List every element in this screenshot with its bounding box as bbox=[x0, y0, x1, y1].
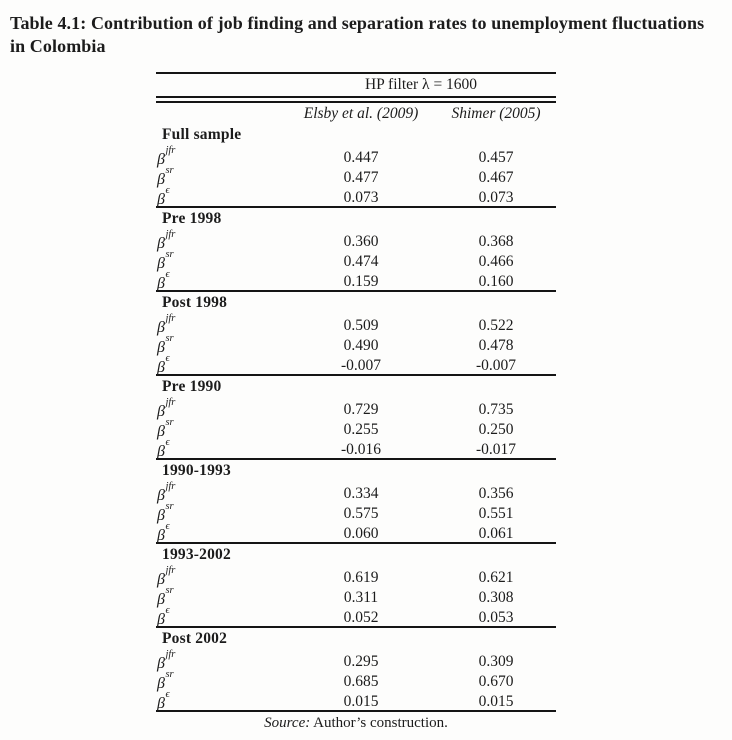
beta-epsilon-label bbox=[156, 522, 286, 546]
value-shimer: 0.735 bbox=[478, 400, 514, 418]
value-elsby: 0.015 bbox=[343, 692, 379, 710]
beta-symbol: β bbox=[157, 318, 165, 336]
beta-superscript: sr bbox=[165, 332, 174, 344]
column-header-row bbox=[156, 103, 556, 124]
table-row bbox=[156, 586, 556, 606]
section-heading-row bbox=[156, 292, 556, 314]
value-shimer: -0.007 bbox=[475, 356, 517, 374]
section-heading: Full sample bbox=[162, 125, 242, 143]
value-shimer: 0.522 bbox=[478, 316, 514, 334]
table-row bbox=[156, 418, 556, 438]
table-row bbox=[156, 502, 556, 522]
hp-filter-header: HP filter λ = 1600 bbox=[364, 75, 478, 93]
beta-superscript: ϵ bbox=[165, 520, 170, 532]
value-shimer: 0.478 bbox=[478, 336, 514, 354]
beta-superscript: jfr bbox=[165, 648, 176, 660]
beta-symbol: β bbox=[157, 570, 165, 588]
value-shimer: 0.061 bbox=[478, 524, 514, 542]
value-elsby: 0.619 bbox=[343, 568, 379, 586]
table-row bbox=[156, 398, 556, 418]
table-row bbox=[156, 690, 556, 710]
beta-epsilon-label bbox=[156, 270, 286, 294]
beta-symbol: β bbox=[157, 506, 165, 524]
section-heading: Pre 1998 bbox=[162, 209, 222, 227]
beta-epsilon-label bbox=[156, 690, 286, 714]
value-elsby: 0.295 bbox=[343, 652, 379, 670]
value-elsby: -0.007 bbox=[340, 356, 382, 374]
beta-superscript: sr bbox=[165, 248, 174, 260]
empty-header-cell bbox=[156, 74, 286, 95]
beta-superscript: jfr bbox=[165, 564, 176, 576]
value-elsby: 0.685 bbox=[343, 672, 379, 690]
section-heading-row bbox=[156, 124, 556, 146]
value-elsby: 0.060 bbox=[343, 524, 379, 542]
beta-superscript: ϵ bbox=[165, 688, 170, 700]
value-elsby: 0.073 bbox=[343, 188, 379, 206]
value-shimer: 0.073 bbox=[478, 188, 514, 206]
table-section bbox=[156, 626, 556, 710]
value-elsby: 0.729 bbox=[343, 400, 379, 418]
value-shimer: 0.368 bbox=[478, 232, 514, 250]
value-shimer: 0.356 bbox=[478, 484, 514, 502]
beta-symbol: β bbox=[157, 674, 165, 692]
table-row bbox=[156, 566, 556, 586]
value-elsby: 0.490 bbox=[343, 336, 379, 354]
table-double-rule bbox=[156, 96, 556, 103]
value-elsby: 0.334 bbox=[343, 484, 379, 502]
beta-superscript: sr bbox=[165, 416, 174, 428]
value-shimer: -0.017 bbox=[475, 440, 517, 458]
beta-superscript: jfr bbox=[165, 480, 176, 492]
table-row bbox=[156, 354, 556, 374]
hp-filter-header-row bbox=[156, 74, 556, 95]
beta-symbol: β bbox=[157, 254, 165, 272]
table-row bbox=[156, 166, 556, 186]
table-section bbox=[156, 542, 556, 626]
value-elsby: 0.360 bbox=[343, 232, 379, 250]
table-section bbox=[156, 124, 556, 206]
column-header-elsby: Elsby et al. (2009) bbox=[303, 104, 419, 122]
beta-superscript: sr bbox=[165, 584, 174, 596]
value-elsby: 0.159 bbox=[343, 272, 379, 290]
value-shimer: 0.621 bbox=[478, 568, 514, 586]
section-heading: 1993-2002 bbox=[162, 545, 231, 563]
value-shimer: 0.551 bbox=[478, 504, 514, 522]
beta-epsilon-label bbox=[156, 438, 286, 462]
beta-symbol: β bbox=[157, 526, 165, 544]
table-row bbox=[156, 482, 556, 502]
table-row bbox=[156, 670, 556, 690]
value-shimer: 0.457 bbox=[478, 148, 514, 166]
table-row bbox=[156, 270, 556, 290]
beta-superscript: jfr bbox=[165, 228, 176, 240]
section-heading-row bbox=[156, 208, 556, 230]
table-section bbox=[156, 374, 556, 458]
value-shimer: 0.466 bbox=[478, 252, 514, 270]
value-elsby: 0.477 bbox=[343, 168, 379, 186]
value-shimer: 0.670 bbox=[478, 672, 514, 690]
value-shimer: 0.467 bbox=[478, 168, 514, 186]
beta-symbol: β bbox=[157, 170, 165, 188]
value-elsby: 0.052 bbox=[343, 608, 379, 626]
source-label: Source: bbox=[264, 714, 311, 731]
section-heading: Post 2002 bbox=[162, 629, 228, 647]
table-section bbox=[156, 206, 556, 290]
beta-superscript: sr bbox=[165, 164, 174, 176]
value-shimer: 0.250 bbox=[478, 420, 514, 438]
beta-superscript: ϵ bbox=[165, 352, 170, 364]
section-heading: 1990-1993 bbox=[162, 461, 231, 479]
beta-symbol: β bbox=[157, 190, 165, 208]
value-elsby: 0.255 bbox=[343, 420, 379, 438]
table-row bbox=[156, 250, 556, 270]
table-section bbox=[156, 290, 556, 374]
beta-superscript: ϵ bbox=[165, 184, 170, 196]
table-row bbox=[156, 334, 556, 354]
beta-symbol: β bbox=[157, 150, 165, 168]
beta-symbol: β bbox=[157, 358, 165, 376]
table-row bbox=[156, 522, 556, 542]
table-caption: Table 4.1: Contribution of job finding and separation rates to unemployment fluctuations in Colombia bbox=[10, 13, 705, 57]
beta-superscript: ϵ bbox=[165, 604, 170, 616]
value-shimer: 0.309 bbox=[478, 652, 514, 670]
beta-epsilon-label bbox=[156, 186, 286, 210]
beta-superscript: jfr bbox=[165, 144, 176, 156]
beta-epsilon-label bbox=[156, 606, 286, 630]
table-row bbox=[156, 230, 556, 250]
beta-superscript: ϵ bbox=[165, 268, 170, 280]
beta-superscript: jfr bbox=[165, 396, 176, 408]
section-heading: Post 1998 bbox=[162, 293, 228, 311]
beta-symbol: β bbox=[157, 610, 165, 628]
table-row bbox=[156, 606, 556, 626]
table-row bbox=[156, 186, 556, 206]
value-shimer: 0.308 bbox=[478, 588, 514, 606]
value-elsby: 0.447 bbox=[343, 148, 379, 166]
beta-symbol: β bbox=[157, 486, 165, 504]
table-section bbox=[156, 458, 556, 542]
beta-symbol: β bbox=[157, 694, 165, 712]
table-row bbox=[156, 146, 556, 166]
value-elsby: 0.509 bbox=[343, 316, 379, 334]
table-row bbox=[156, 650, 556, 670]
section-heading-row bbox=[156, 376, 556, 398]
beta-symbol: β bbox=[157, 422, 165, 440]
beta-symbol: β bbox=[157, 234, 165, 252]
beta-superscript: sr bbox=[165, 500, 174, 512]
beta-symbol: β bbox=[157, 654, 165, 672]
value-elsby: -0.016 bbox=[340, 440, 382, 458]
value-shimer: 0.160 bbox=[478, 272, 514, 290]
beta-symbol: β bbox=[157, 338, 165, 356]
value-shimer: 0.053 bbox=[478, 608, 514, 626]
table-sections bbox=[156, 124, 556, 710]
value-shimer: 0.015 bbox=[478, 692, 514, 710]
beta-superscript: jfr bbox=[165, 312, 176, 324]
beta-symbol: β bbox=[157, 402, 165, 420]
section-heading-row bbox=[156, 628, 556, 650]
section-heading: Pre 1990 bbox=[162, 377, 222, 395]
beta-epsilon-label bbox=[156, 354, 286, 378]
section-heading-row bbox=[156, 460, 556, 482]
stats-table bbox=[156, 72, 556, 734]
value-elsby: 0.575 bbox=[343, 504, 379, 522]
beta-superscript: sr bbox=[165, 668, 174, 680]
beta-symbol: β bbox=[157, 274, 165, 292]
beta-symbol: β bbox=[157, 442, 165, 460]
table-row bbox=[156, 438, 556, 458]
source-note bbox=[156, 712, 556, 734]
value-elsby: 0.311 bbox=[343, 588, 379, 606]
beta-superscript: ϵ bbox=[165, 436, 170, 448]
value-elsby: 0.474 bbox=[343, 252, 379, 270]
section-heading-row bbox=[156, 544, 556, 566]
column-header-shimer: Shimer (2005) bbox=[451, 104, 541, 122]
beta-symbol: β bbox=[157, 590, 165, 608]
table-row bbox=[156, 314, 556, 334]
source-text: Author’s construction. bbox=[313, 714, 448, 731]
